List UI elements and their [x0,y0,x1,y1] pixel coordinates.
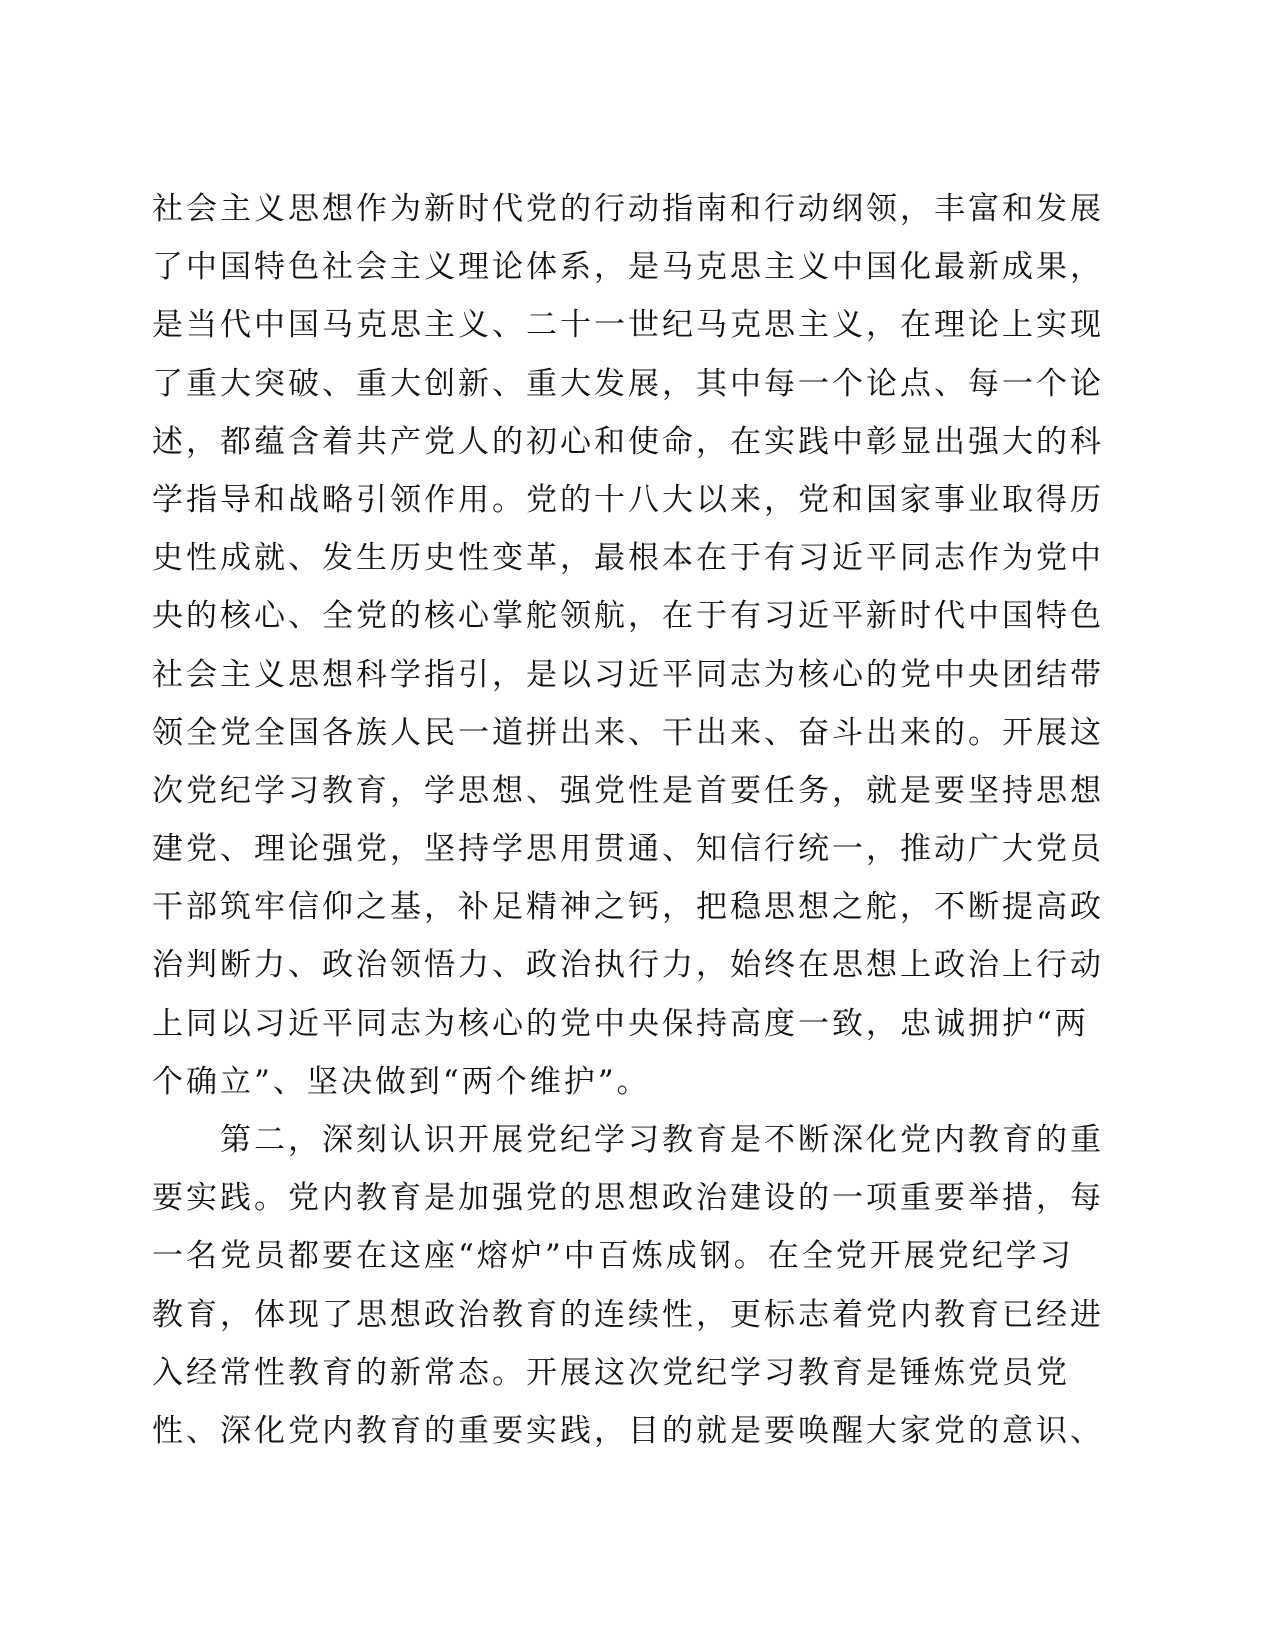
text-line: 上同以习近平同志为核心的党中央保持高度一致，忠诚拥护“两 [152,1005,1089,1042]
text-line: 要实践。党内教育是加强党的思想政治建设的一项重要举措，每 [152,1180,1104,1217]
text-line: 建党、理论强党，坚持学思用贯通、知信行统一，推动广大党员 [152,831,1104,868]
text-line: 教育，体现了思想政治教育的连续性，更标志着党内教育已经进 [152,1296,1104,1333]
text-line: 了重大突破、重大创新、重大发展，其中每一个论点、每一个论 [152,365,1104,402]
text-line: 社会主义思想作为新时代党的行动指南和行动纲领，丰富和发展 [152,191,1104,227]
text-line: 是当代中国马克思主义、二十一世纪马克思主义，在理论上实现 [152,307,1104,344]
text-line: 一名党员都要在这座“熔炉”中百炼成钢。在全党开展党纪学习 [152,1238,1074,1275]
text-line: 述，都蕴含着共产党人的初心和使命，在实践中彰显出强大的科 [152,423,1104,460]
text-line: 次党纪学习教育，学思想、强党性是首要任务，就是要坚持思想 [152,772,1104,809]
text-line: 治判断力、政治领悟力、政治执行力，始终在思想上政治上行动 [152,947,1104,984]
text-line: 社会主义思想科学指引，是以习近平同志为核心的党中央团结带 [152,656,1104,693]
text-line: 史性成就、发生历史性变革，最根本在于有习近平同志作为党中 [152,540,1104,577]
text-line: 了中国特色社会主义理论体系，是马克思主义中国化最新成果， [152,249,1104,286]
text-line: 入经常性教育的新常态。开展这次党纪学习教育是锤炼党员党 [152,1354,1070,1391]
text-line: 性、深化党内教育的重要实践，目的就是要唤醒大家党的意识、 [152,1412,1104,1449]
paragraph-start-line: 第二，深刻认识开展党纪学习教育是不断深化党内教育的重 [152,1122,1104,1158]
text-line: 央的核心、全党的核心掌舵领航，在于有习近平新时代中国特色 [152,598,1104,635]
text-line: 干部筑牢信仰之基，补足精神之钙，把稳思想之舵，不断提高政 [152,889,1104,926]
body-text [152,180,1104,1460]
text-line: 领全党全国各族人民一道拼出来、干出来、奋斗出来的。开展这 [152,714,1104,751]
text-line: 个确立”、坚决做到“两个维护”。 [152,1063,651,1100]
text-line: 学指导和战略引领作用。党的十八大以来，党和国家事业取得历 [152,481,1104,518]
